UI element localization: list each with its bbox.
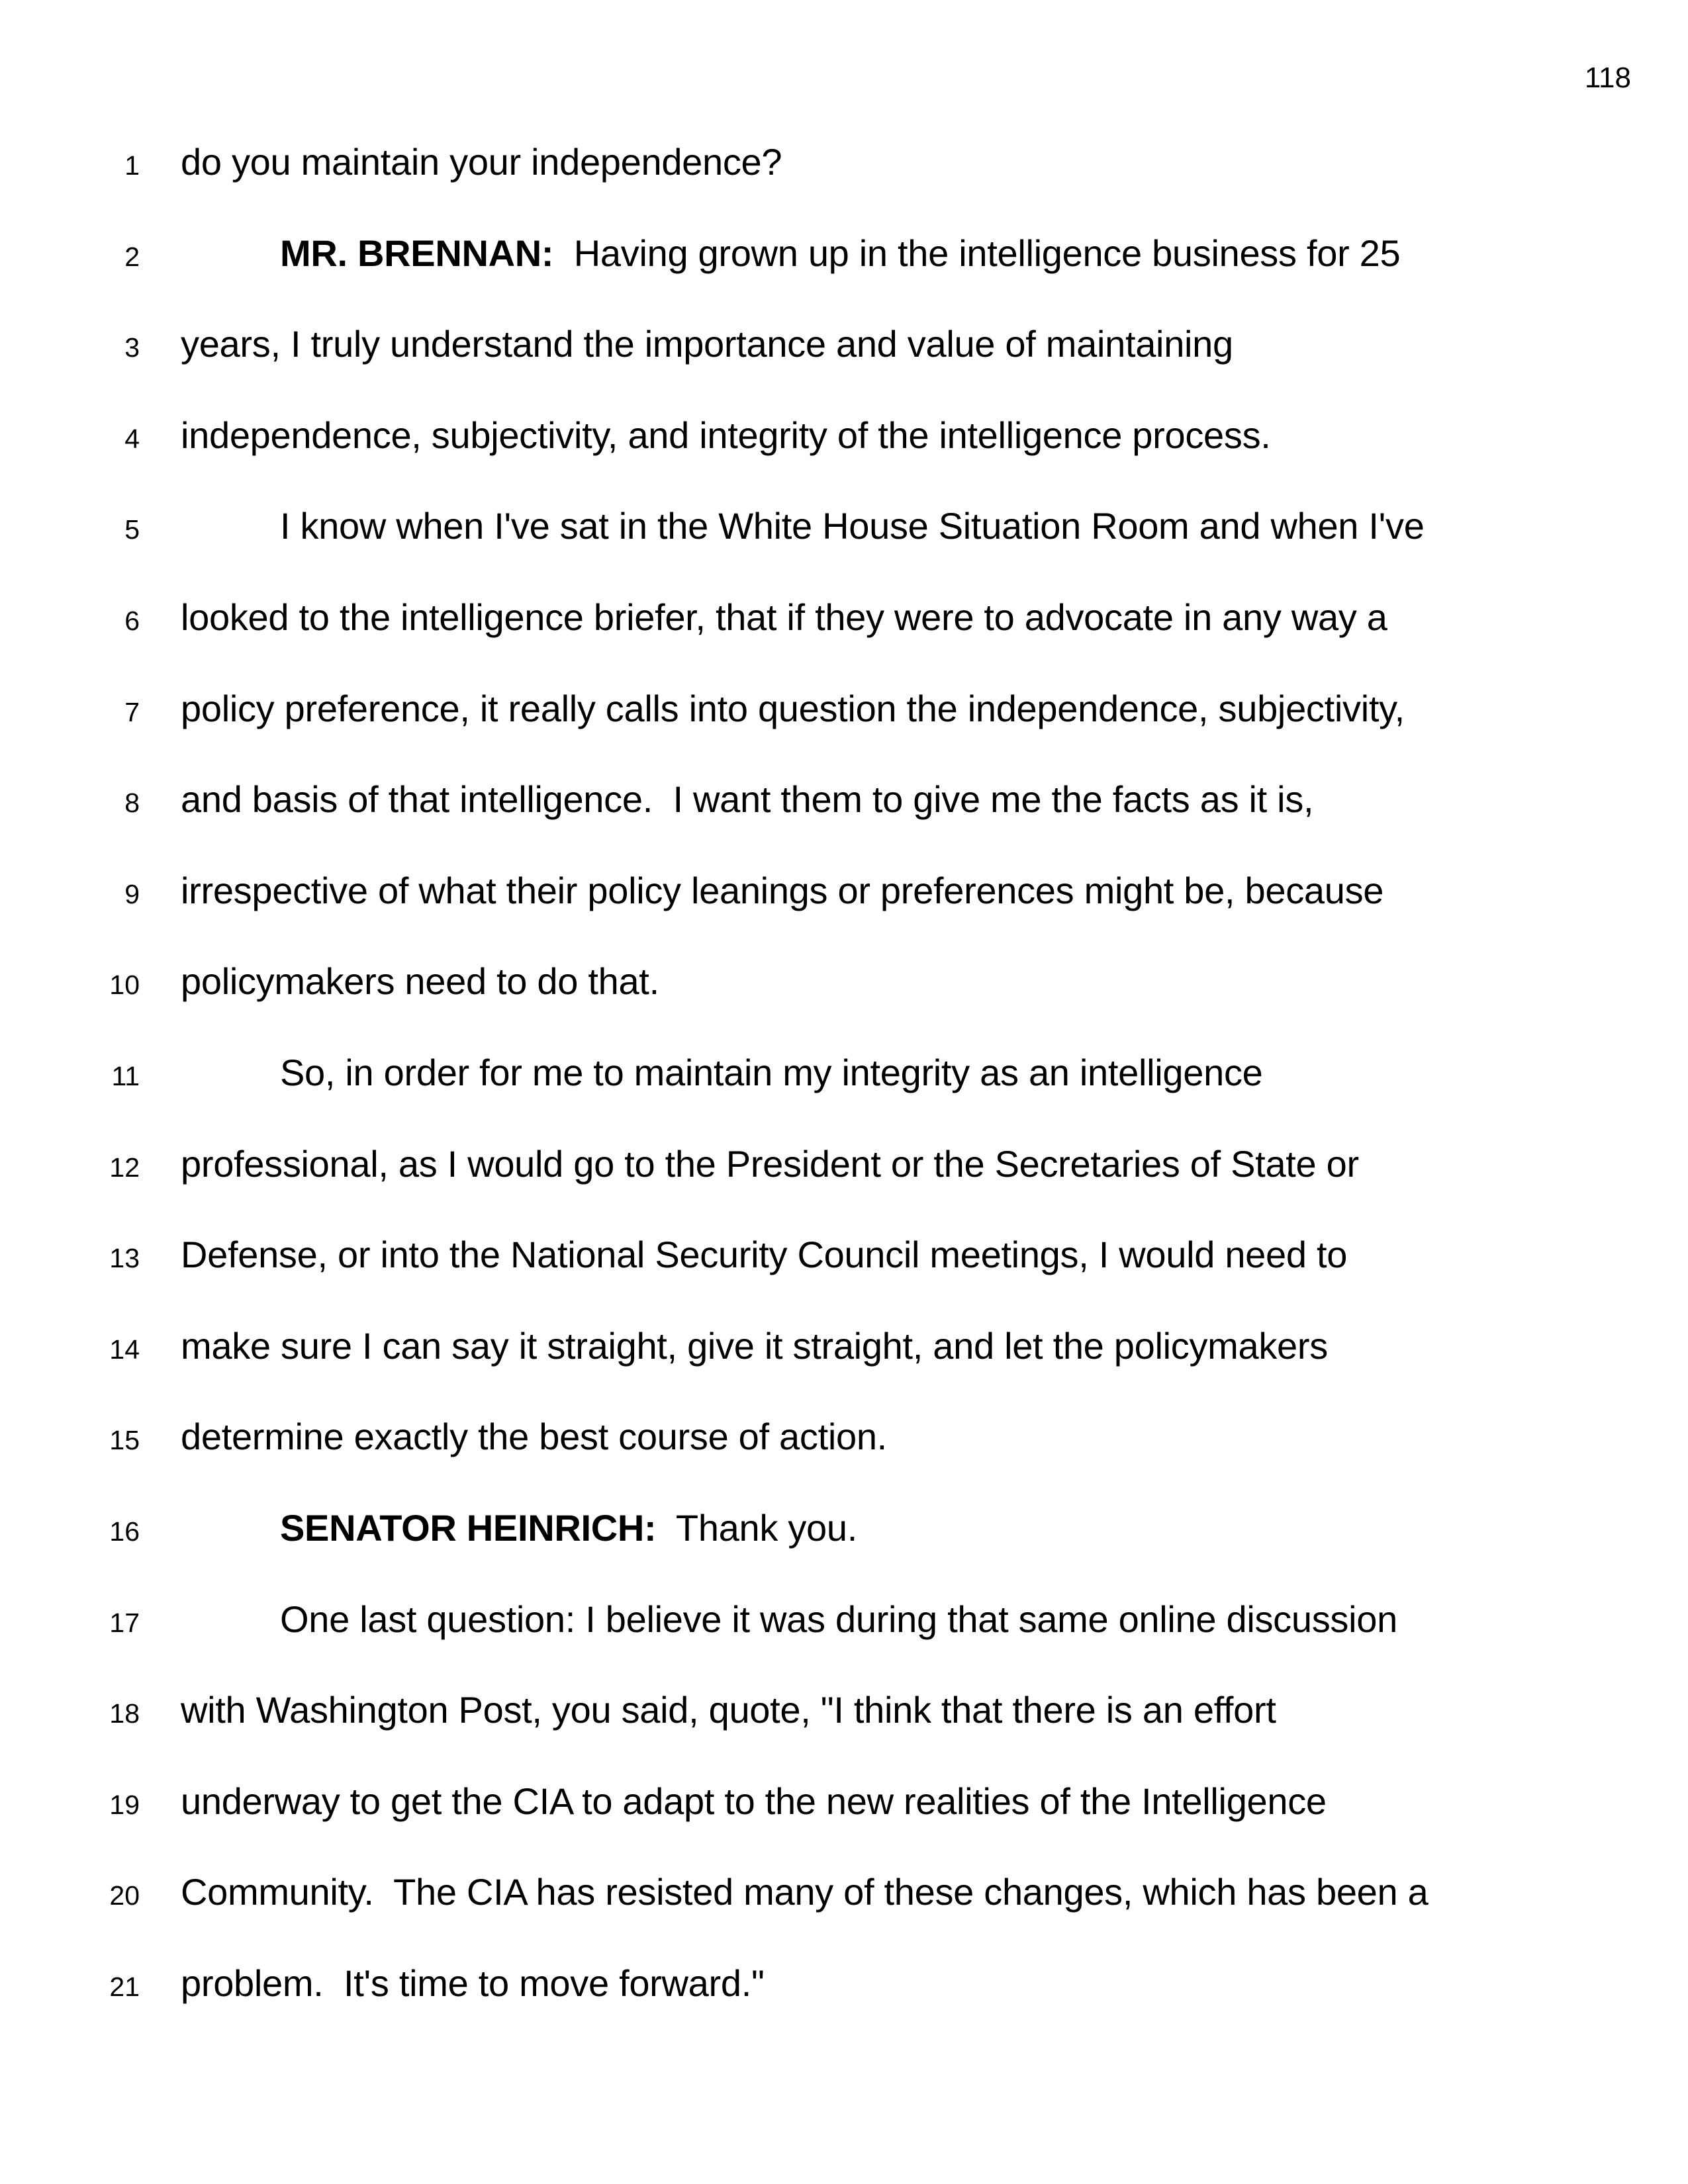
line-number: 10 bbox=[109, 970, 140, 1001]
line-text: professional, as I would go to the President or the Secretaries of State or bbox=[181, 1142, 1359, 1185]
line-text: with Washington Post, you said, quote, "I think that there is an effort bbox=[181, 1689, 1276, 1731]
line-number: 12 bbox=[109, 1152, 140, 1183]
transcript-line bbox=[0, 960, 1688, 1051]
line-number: 20 bbox=[109, 1880, 140, 1911]
transcript-line bbox=[0, 1142, 1688, 1234]
line-text: policymakers need to do that. bbox=[181, 960, 659, 1003]
transcript-line bbox=[0, 1051, 1688, 1142]
transcript-line bbox=[0, 1233, 1688, 1324]
transcript-line bbox=[0, 1688, 1688, 1780]
line-text: irrespective of what their policy leanings or preferences might be, because bbox=[181, 869, 1384, 911]
line-number: 17 bbox=[109, 1607, 140, 1638]
page-number: 118 bbox=[1584, 62, 1631, 94]
transcript-body bbox=[0, 140, 1688, 2052]
line-text: years, I truly understand the importance and value of maintaining bbox=[181, 323, 1233, 365]
line-text: and basis of that intelligence. I want them to give me the facts as it is, bbox=[181, 778, 1314, 821]
transcript-line bbox=[0, 1780, 1688, 1871]
line-number: 13 bbox=[109, 1243, 140, 1274]
line-number: 15 bbox=[109, 1425, 140, 1456]
line-number: 6 bbox=[124, 605, 140, 636]
line-number: 16 bbox=[109, 1516, 140, 1547]
transcript-line bbox=[0, 322, 1688, 414]
line-text: make sure I can say it straight, give it straight, and let the policymakers bbox=[181, 1324, 1328, 1367]
line-text: problem. It's time to move forward." bbox=[181, 1962, 765, 2004]
transcript-line bbox=[0, 1598, 1688, 1689]
transcript-line bbox=[0, 504, 1688, 596]
line-text: Community. The CIA has resisted many of these changes, which has been a bbox=[181, 1871, 1429, 1913]
speaker-name: SENATOR HEINRICH: bbox=[280, 1506, 657, 1549]
transcript-line bbox=[0, 1324, 1688, 1416]
line-number: 18 bbox=[109, 1698, 140, 1729]
line-text bbox=[280, 1506, 857, 1549]
line-number: 19 bbox=[109, 1789, 140, 1820]
line-text: determine exactly the best course of action. bbox=[181, 1416, 887, 1458]
line-number: 9 bbox=[124, 878, 140, 909]
line-number: 11 bbox=[111, 1060, 140, 1091]
transcript-line bbox=[0, 596, 1688, 687]
line-text: underway to get the CIA to adapt to the new realities of the Intelligence bbox=[181, 1780, 1327, 1822]
line-text: One last question: I believe it was during that same online discussion bbox=[280, 1598, 1397, 1640]
line-number: 1 bbox=[124, 150, 140, 181]
line-number: 14 bbox=[109, 1334, 140, 1365]
line-number: 21 bbox=[109, 1971, 140, 2002]
line-number: 4 bbox=[124, 423, 140, 454]
line-text: So, in order for me to maintain my integrity as an intelligence bbox=[280, 1051, 1263, 1093]
transcript-line bbox=[0, 414, 1688, 505]
line-number: 5 bbox=[124, 514, 140, 545]
transcript-line bbox=[0, 1870, 1688, 1962]
speaker-name: MR. BRENNAN: bbox=[280, 232, 554, 274]
transcript-line bbox=[0, 1506, 1688, 1598]
transcript-line bbox=[0, 232, 1688, 323]
line-text-rest: Having grown up in the intelligence business for 25 bbox=[553, 232, 1401, 274]
line-text bbox=[280, 232, 1400, 275]
transcript-line bbox=[0, 687, 1688, 778]
transcript-line bbox=[0, 778, 1688, 869]
line-number: 7 bbox=[124, 696, 140, 727]
line-number: 3 bbox=[124, 332, 140, 363]
line-text: Defense, or into the National Security Council meetings, I would need to bbox=[181, 1234, 1348, 1276]
transcript-line bbox=[0, 869, 1688, 960]
line-text: I know when I've sat in the White House Situation Room and when I've bbox=[280, 505, 1425, 547]
line-text: do you maintain your independence? bbox=[181, 141, 782, 183]
line-text: independence, subjectivity, and integrity of the intelligence process. bbox=[181, 414, 1271, 456]
line-text: policy preference, it really calls into question the independence, subjectivity, bbox=[181, 687, 1405, 729]
line-text: looked to the intelligence briefer, that if they were to advocate in any way a bbox=[181, 596, 1387, 638]
line-number: 2 bbox=[124, 241, 140, 272]
transcript-line bbox=[0, 1415, 1688, 1506]
transcript-line bbox=[0, 1962, 1688, 2053]
line-text-rest: Thank you. bbox=[656, 1506, 857, 1549]
transcript-line bbox=[0, 140, 1688, 232]
line-number: 8 bbox=[124, 788, 140, 819]
